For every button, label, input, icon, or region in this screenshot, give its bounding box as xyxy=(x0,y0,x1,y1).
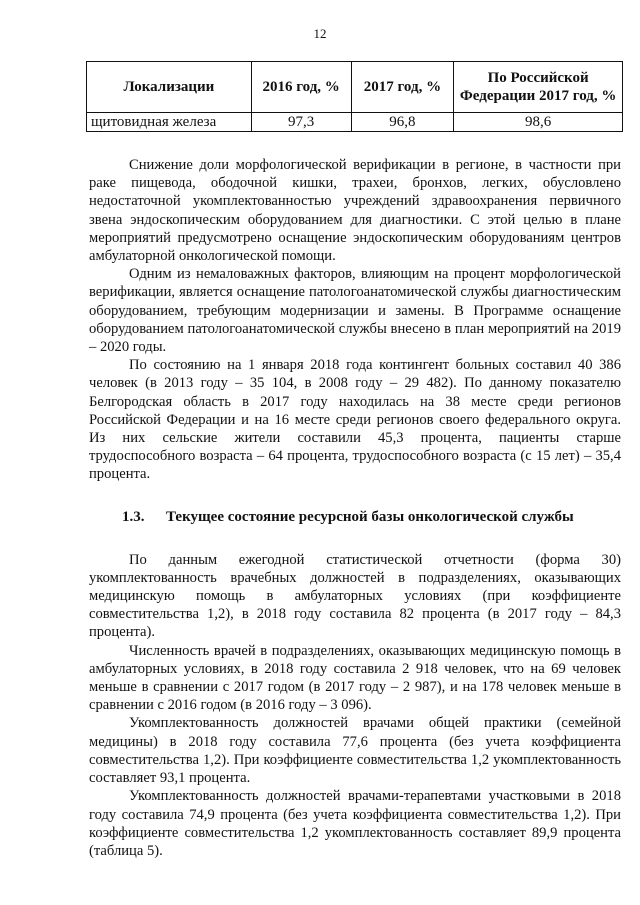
table-cell-localization: щитовидная железа xyxy=(87,113,252,132)
table-header-2016: 2016 год, % xyxy=(251,62,351,113)
section-number: 1.3. xyxy=(122,508,145,525)
table-cell-russia-2017: 98,6 xyxy=(454,113,623,132)
table-header-russia-2017: По Российской Федерации 2017 год, % xyxy=(454,62,623,113)
table-cell-2017: 96,8 xyxy=(351,113,454,132)
table-row xyxy=(87,113,623,132)
paragraph-staffing-form30: По данным ежегодной статистической отчетности (форма 30) укомплектованность врачебных должностей в подразделениях, оказывающих медицинскую помощь в амбулаторных условиях (при коэффициенте совместительства 1,2), в 2018 году составила 82 процента (в 2017 году – 84,3 процента). xyxy=(89,551,621,641)
paragraph-patient-contingent: По состоянию на 1 января 2018 года контингент больных составил 40 386 человек (в 2013 году – 35 104, в 2008 году – 29 482). По данному показателю Белгородская область в 2017 году находилась на 38 месте среди регионов Российской Федерации и на 16 месте среди регионов своего федерального округа. Из них сельские жители составили 45,3 процента, пациенты старше трудоспособного возраста – 64 процента, трудоспособного возраста (с 15 лет) – 35,4 процента. xyxy=(89,357,621,483)
paragraph-doctor-count: Численность врачей в подразделениях, оказывающих медицинскую помощь в амбулаторных условиях, в 2018 году составила 2 918 человек, что на 69 человек меньше в сравнении с 2017 годом (в 2017 году – 2 987), и на 178 человек меньше в сравнении с 2016 годом (в 2016 году – 3 096). xyxy=(89,642,621,714)
table-header-localization: Локализации xyxy=(87,62,252,113)
section-heading xyxy=(89,508,621,526)
table-cell-2016: 97,3 xyxy=(251,113,351,132)
paragraph-pathology-equipment: Одним из немаловажных факторов, влияющим на процент морфологической верификации, является оснащение патологоанатомической службы диагностическим оборудованием, требующим модернизации и замены. В Программе оснащение оборудованием патологоанатомической службы внесено в план мероприятий на 2019 – 2020 годы. xyxy=(89,266,621,356)
body-text xyxy=(89,156,621,860)
page-number: 12 xyxy=(313,26,327,41)
paragraph-general-practice: Укомплектованность должностей врачами общей практики (семейной медицины) в 2018 году составила 77,6 процента (без учета коэффициента совместительства 1,2). При коэффициенте совместительства 1,2 укомплектованность составляет 93,1 процента. xyxy=(89,715,621,787)
section-title: Текущее состояние ресурсной базы онкологической службы xyxy=(166,508,574,525)
table-header-row xyxy=(87,62,623,113)
table-header-2017: 2017 год, % xyxy=(351,62,454,113)
localization-table xyxy=(86,61,623,132)
paragraph-district-therapists: Укомплектованность должностей врачами-терапевтами участковыми в 2018 году составила 74,9 процента (без учета коэффициента совместительства 1,2). При коэффициенте совместительства 1,2 укомплектованность составляет 89,9 процента (таблица 5). xyxy=(89,788,621,859)
paragraph-morphology-decline: Снижение доли морфологической верификации в регионе, в частности при раке пищевода, ободочной кишки, трахеи, бронхов, легких, обусловлено недостаточной укомплектованностью учреждений здравоохранения первичного звена эндоскопическим оборудованием для диагностики. С этой целью в плане мероприятий предусмотрено оснащение эндоскопическим оборудованиям центров амбулаторной онкологической помощи. xyxy=(89,157,621,265)
